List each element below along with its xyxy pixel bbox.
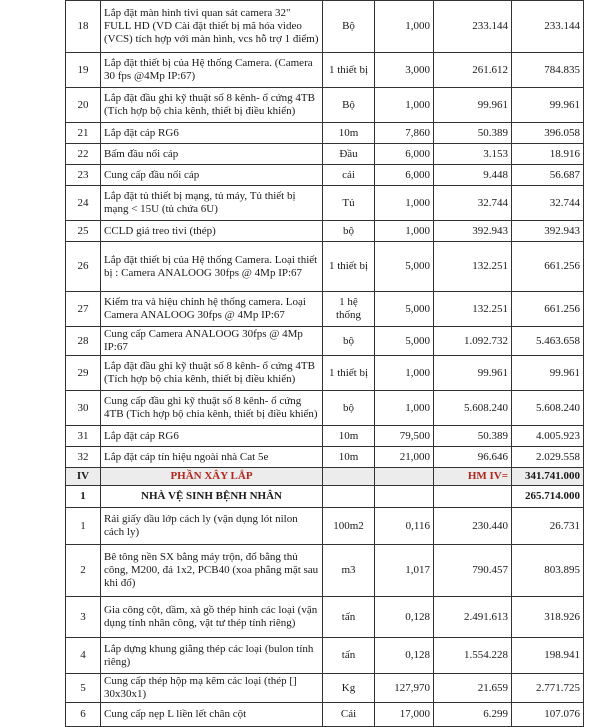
cell-unit: 1 thiết bị [323, 356, 375, 391]
table-row [66, 186, 584, 221]
cell-stt: 29 [66, 356, 101, 391]
cell-stt: 6 [66, 703, 101, 727]
cell-quantity: 1,000 [375, 356, 434, 391]
cell-unit: 1 hệ thống [323, 292, 375, 327]
cell-total: 318.926 [512, 597, 584, 638]
cell-unit-price: 99.961 [434, 88, 512, 123]
cell-total: 32.744 [512, 186, 584, 221]
cell-total: 784.835 [512, 53, 584, 88]
cell-total: 661.256 [512, 292, 584, 327]
cell-unit: Bộ [323, 1, 375, 53]
cell-stt: IV [66, 468, 101, 486]
cell-unit-price: 50.389 [434, 426, 512, 447]
cell-unit: bộ [323, 391, 375, 426]
table-row [66, 292, 584, 327]
cell-stt: 18 [66, 1, 101, 53]
cell-description: Lắp đặt đầu ghi kỹ thuật số 8 kênh- ổ cứng 4TB (Tích hợp bộ chia kênh, thiết bị điều khiển) [101, 88, 323, 123]
cell-quantity: 17,000 [375, 703, 434, 727]
cell-unit-price: 9.448 [434, 165, 512, 186]
cell-unit: 1 thiết bị [323, 53, 375, 88]
cell-description: CCLD giá treo tivi (thép) [101, 221, 323, 242]
cell-stt: 2 [66, 545, 101, 597]
cell-quantity: 1,000 [375, 1, 434, 53]
cell-stt: 20 [66, 88, 101, 123]
cell-unit: 100m2 [323, 508, 375, 545]
cell-quantity: 1,000 [375, 391, 434, 426]
cell-stt: 4 [66, 638, 101, 674]
cell-unit: 10m [323, 123, 375, 144]
cell-unit-price: 392.943 [434, 221, 512, 242]
cell-total: 26.731 [512, 508, 584, 545]
cell-stt: 26 [66, 242, 101, 292]
subsection-row [66, 486, 584, 508]
table-row [66, 508, 584, 545]
cell-unit [323, 468, 375, 486]
cell-stt: 1 [66, 486, 101, 508]
cell-stt: 21 [66, 123, 101, 144]
cell-total: 661.256 [512, 242, 584, 292]
table-row [66, 144, 584, 165]
cell-description: Bấm đầu nối cáp [101, 144, 323, 165]
cell-description: Lắp đặt cáp RG6 [101, 426, 323, 447]
cell-total: 99.961 [512, 356, 584, 391]
cell-stt: 23 [66, 165, 101, 186]
cell-description: Cung cấp Camera ANALOOG 30fps @ 4Mp IP:67 [101, 327, 323, 356]
cell-description: Lắp đặt cáp tín hiệu ngoài nhà Cat 5e [101, 447, 323, 468]
cell-quantity: 7,860 [375, 123, 434, 144]
cell-description: Lắp đặt tủ thiết bị mạng, tủ máy, Tủ thiết bị mạng < 15U (tủ chứa 6U) [101, 186, 323, 221]
cell-description: Rải giấy dầu lớp cách ly (vận dụng lót nilon cách ly) [101, 508, 323, 545]
cell-unit-price: 233.144 [434, 1, 512, 53]
cell-total: 803.895 [512, 545, 584, 597]
cell-unit [323, 486, 375, 508]
cell-unit-price: 261.612 [434, 53, 512, 88]
cell-total: 392.943 [512, 221, 584, 242]
table-row [66, 674, 584, 703]
cell-quantity: 0,128 [375, 638, 434, 674]
cell-unit: Kg [323, 674, 375, 703]
cell-unit-price: 96.646 [434, 447, 512, 468]
cell-quantity [375, 468, 434, 486]
cell-unit-price: 132.251 [434, 292, 512, 327]
cell-description: Cung cấp đầu ghi kỹ thuật số 8 kênh- ổ cứng 4TB (Tích hợp bộ chia kênh, thiết bị điều khiển) [101, 391, 323, 426]
table-row [66, 53, 584, 88]
table-row [66, 638, 584, 674]
cell-quantity: 0,116 [375, 508, 434, 545]
cell-unit: 10m [323, 447, 375, 468]
cell-quantity: 1,000 [375, 88, 434, 123]
cell-total: 5.463.658 [512, 327, 584, 356]
cell-unit-price: 1.554.228 [434, 638, 512, 674]
cell-total: 341.741.000 [512, 468, 584, 486]
table-row [66, 221, 584, 242]
cell-quantity: 6,000 [375, 144, 434, 165]
cell-stt: 27 [66, 292, 101, 327]
cell-description: Kiểm tra và hiệu chỉnh hệ thống camera. Loại Camera ANALOOG 30fps @ 4Mp IP:67 [101, 292, 323, 327]
cell-total: 5.608.240 [512, 391, 584, 426]
table-row [66, 1, 584, 53]
cell-unit-price: 3.153 [434, 144, 512, 165]
cell-description: NHÀ VỆ SINH BỆNH NHÂN [101, 486, 323, 508]
cell-stt: 30 [66, 391, 101, 426]
cell-unit: 1 thiết bị [323, 242, 375, 292]
table-row [66, 447, 584, 468]
table-row [66, 391, 584, 426]
cell-unit-price: 132.251 [434, 242, 512, 292]
cell-stt: 25 [66, 221, 101, 242]
cell-stt: 22 [66, 144, 101, 165]
cell-total: 198.941 [512, 638, 584, 674]
cell-quantity: 5,000 [375, 242, 434, 292]
cell-unit: tấn [323, 638, 375, 674]
cell-unit-price: 230.440 [434, 508, 512, 545]
cell-stt: 1 [66, 508, 101, 545]
cell-unit-price: 790.457 [434, 545, 512, 597]
cell-unit: bộ [323, 221, 375, 242]
cell-quantity: 1,017 [375, 545, 434, 597]
cell-total: 4.005.923 [512, 426, 584, 447]
cell-total: 396.058 [512, 123, 584, 144]
cell-unit-price: 6.299 [434, 703, 512, 727]
cell-quantity: 127,970 [375, 674, 434, 703]
cell-quantity: 5,000 [375, 327, 434, 356]
cell-unit: Tủ [323, 186, 375, 221]
cell-description: Lắp dựng khung giằng thép các loại (bulon tính riêng) [101, 638, 323, 674]
table-row [66, 703, 584, 727]
cell-quantity: 21,000 [375, 447, 434, 468]
cell-unit-price: 21.659 [434, 674, 512, 703]
cell-unit-price: 32.744 [434, 186, 512, 221]
cell-unit: bộ [323, 327, 375, 356]
cell-unit-price: 1.092.732 [434, 327, 512, 356]
cell-unit-price: 99.961 [434, 356, 512, 391]
cell-total: 107.076 [512, 703, 584, 727]
cell-description: Bê tông nền SX bằng máy trộn, đổ bằng thủ công, M200, đá 1x2, PCB40 (xoa phẳng mặt sau khi đổ) [101, 545, 323, 597]
cell-quantity: 1,000 [375, 186, 434, 221]
cell-quantity: 79,500 [375, 426, 434, 447]
cell-description: Cung cấp thép hộp mạ kẽm các loại (thép [] 30x30x1) [101, 674, 323, 703]
table-row [66, 545, 584, 597]
table-row [66, 426, 584, 447]
cell-stt: 19 [66, 53, 101, 88]
cell-quantity: 5,000 [375, 292, 434, 327]
cell-quantity: 0,128 [375, 597, 434, 638]
cell-quantity [375, 486, 434, 508]
cell-unit: 10m [323, 426, 375, 447]
cell-stt: 28 [66, 327, 101, 356]
cell-total: 2.029.558 [512, 447, 584, 468]
cell-total: 56.687 [512, 165, 584, 186]
cell-quantity: 6,000 [375, 165, 434, 186]
cell-description: Lắp đặt thiết bị của Hệ thống Camera. (Camera 30 fps @4Mp IP:67) [101, 53, 323, 88]
cell-total: 265.714.000 [512, 486, 584, 508]
cell-stt: 5 [66, 674, 101, 703]
cell-description: Cung cấp đầu nối cáp [101, 165, 323, 186]
cell-description: Cung cấp nẹp L liền lết chân cột [101, 703, 323, 727]
cell-description: Lắp đặt cáp RG6 [101, 123, 323, 144]
cell-description: Lắp đặt đầu ghi kỹ thuật số 8 kênh- ổ cứng 4TB (Tích hợp bộ chia kênh, thiết bị điều khiển) [101, 356, 323, 391]
cell-stt: 32 [66, 447, 101, 468]
cell-unit: Đầu [323, 144, 375, 165]
cell-unit: cái [323, 165, 375, 186]
table-row [66, 327, 584, 356]
cell-unit-price: 2.491.613 [434, 597, 512, 638]
cell-description: Lắp đặt thiết bị của Hệ thống Camera. Loại thiết bị : Camera ANALOOG 30fps @ 4Mp IP:67 [101, 242, 323, 292]
cell-stt: 31 [66, 426, 101, 447]
cell-total: 2.771.725 [512, 674, 584, 703]
table-row [66, 165, 584, 186]
cell-quantity: 3,000 [375, 53, 434, 88]
estimate-table [65, 0, 584, 727]
cell-description: PHẦN XÂY LẮP [101, 468, 323, 486]
table-row [66, 356, 584, 391]
cell-unit: Cái [323, 703, 375, 727]
table-row [66, 597, 584, 638]
table-body [66, 1, 584, 727]
cell-description: Lắp đặt màn hình tivi quan sát camera 32" FULL HD (VD Cài đặt thiết bị mã hóa video (VCS) tích hợp với màn hình, vcs hỗ trợ 1 điểm) [101, 1, 323, 53]
table-row [66, 88, 584, 123]
cell-total: 99.961 [512, 88, 584, 123]
cell-unit: m3 [323, 545, 375, 597]
cell-description: Gia công cột, dầm, xà gồ thép hình các loại (vận dụng tính nhân công, vật tư thép tính riêng) [101, 597, 323, 638]
table-row [66, 123, 584, 144]
cell-unit: tấn [323, 597, 375, 638]
cell-unit-price: HM IV= [434, 468, 512, 486]
table-row [66, 242, 584, 292]
cell-stt: 24 [66, 186, 101, 221]
cell-total: 233.144 [512, 1, 584, 53]
cell-unit-price: 50.389 [434, 123, 512, 144]
cell-stt: 3 [66, 597, 101, 638]
cell-total: 18.916 [512, 144, 584, 165]
section-row [66, 468, 584, 486]
cell-unit-price [434, 486, 512, 508]
cell-quantity: 1,000 [375, 221, 434, 242]
cell-unit-price: 5.608.240 [434, 391, 512, 426]
cell-unit: Bộ [323, 88, 375, 123]
